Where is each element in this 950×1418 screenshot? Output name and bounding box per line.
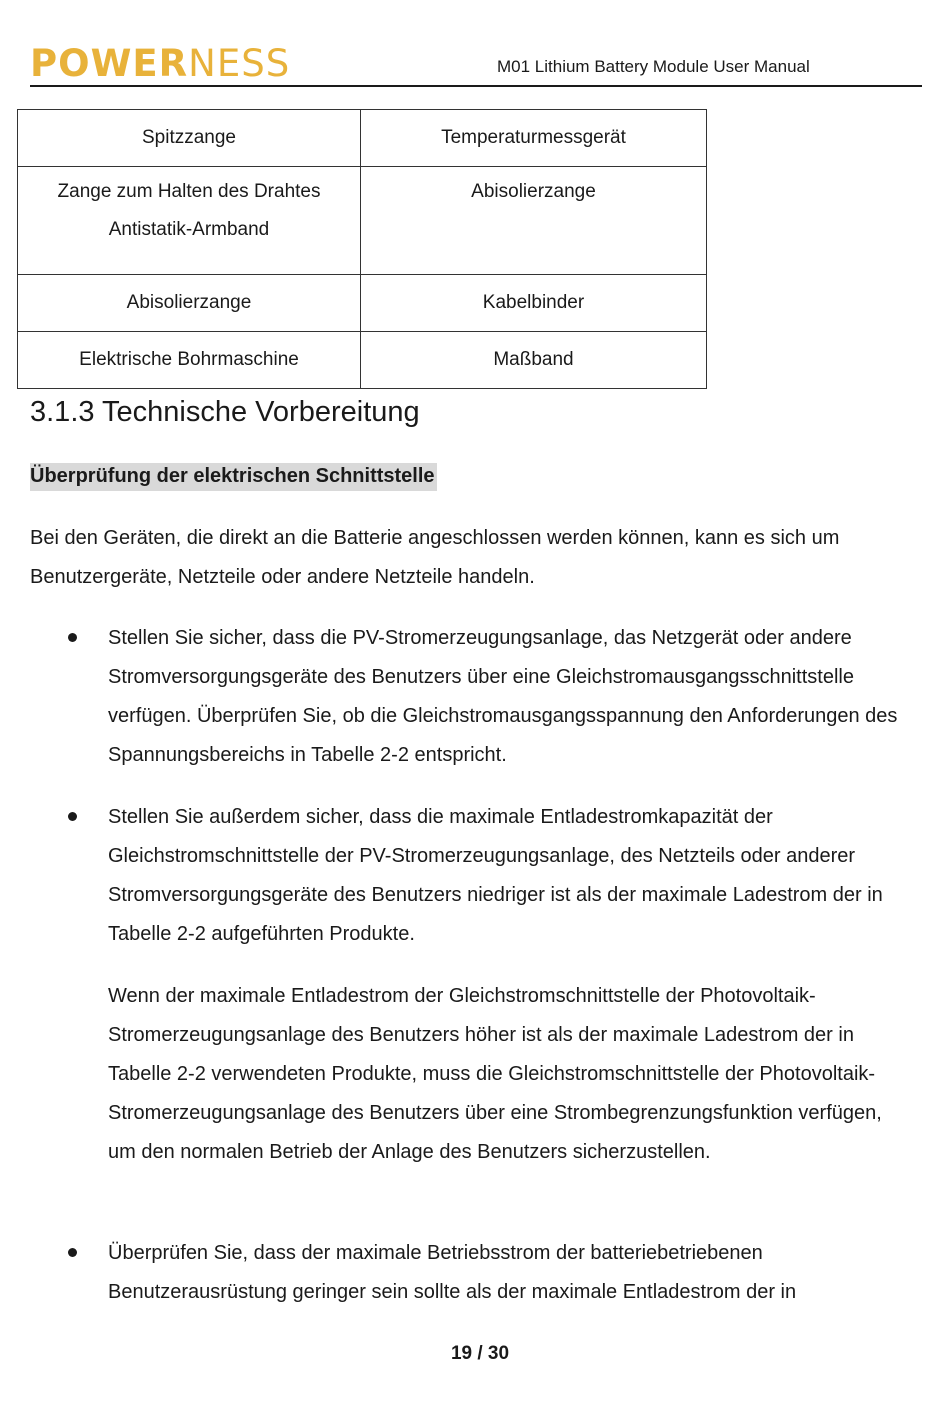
cell-text: Abisolierzange [471,181,596,202]
bullet-icon [68,633,77,642]
tools-table [17,109,707,389]
table-row [18,110,707,167]
page-number: 19 / 30 [450,1343,510,1364]
table-cell [361,110,707,167]
list-item-note: Wenn der maximale Entladestrom der Gleichstromschnittstelle der Photovoltaik-Stromerzeugungsanlage des Benutzers höher ist als der maximale Ladestrom der in Tabelle 2-2 verwendeten Produkte, muss die Gleichstromschnittstelle der Photovoltaik-Stromerzeugungsanlage des Benutzers über eine Strombegrenzungsfunktion verfügen, um den normalen Betrieb der Anlage des Benutzers sicherzustellen. [108,985,882,1163]
table-cell [361,167,707,275]
cell-text: Temperaturmessgerät [441,127,626,148]
brand-logo [30,42,290,86]
bullet-icon [68,1248,77,1257]
table-cell [361,275,707,332]
list-item-text: Stellen Sie sicher, dass die PV-Stromerzeugungsanlage, das Netzgerät oder andere Stromversorgungsgeräte des Benutzers über eine Gleichstromausgangsschnittstelle verfügen. Überprüfen Sie, ob die Gleichstromausgangsspannung den Anforderungen des Spannungsbereichs in Tabelle 2-2 entspricht. [108,627,898,766]
cell-text: Elektrische Bohrmaschine [79,349,299,370]
table-cell [18,167,361,275]
header-divider [30,85,922,87]
table-cell [361,332,707,389]
cell-text: Maßband [493,349,574,370]
list-item [108,619,908,775]
table-cell [18,110,361,167]
cell-text: Abisolierzange [126,292,252,313]
table-cell [18,275,361,332]
section-heading: 3.1.3 Technische Vorbereitung [30,396,420,428]
bullet-icon [68,812,77,821]
cell-text: Antistatik-Armband [108,219,270,240]
cell-text: Kabelbinder [482,292,585,313]
table-row [18,332,707,389]
list-item-text: Stellen Sie außerdem sicher, dass die maximale Entladestromkapazität der Gleichstromschnittstelle der PV-Stromerzeugungsanlage, des Netzteils oder anderer Stromversorgungsgeräte des Benutzers niedriger ist als der maximale Ladestrom der in Tabelle 2-2 aufgeführten Produkte. [108,806,883,945]
table-cell [18,332,361,389]
table-row [18,275,707,332]
intro-paragraph: Bei den Geräten, die direkt an die Batterie angeschlossen werden können, kann es sich um Benutzergeräte, Netzteile oder andere Netzteile handeln. [30,527,840,588]
list-item-text: Überprüfen Sie, dass der maximale Betriebsstrom der batteriebetriebenen Benutzerausrüstung geringer sein sollte als der maximale Entladestrom der in [108,1242,797,1303]
list-item [108,798,908,954]
logo-text-bold: POWER [30,42,189,85]
list-item [108,1234,908,1312]
sub-heading: Überprüfung der elektrischen Schnittstelle [30,463,437,491]
logo-text-light: NESS [188,42,291,85]
cell-text: Spitzzange [141,127,236,148]
cell-text: Zange zum Halten des Drahtes [57,181,321,202]
document-title: M01 Lithium Battery Module User Manual [497,57,810,76]
table-row [18,167,707,275]
